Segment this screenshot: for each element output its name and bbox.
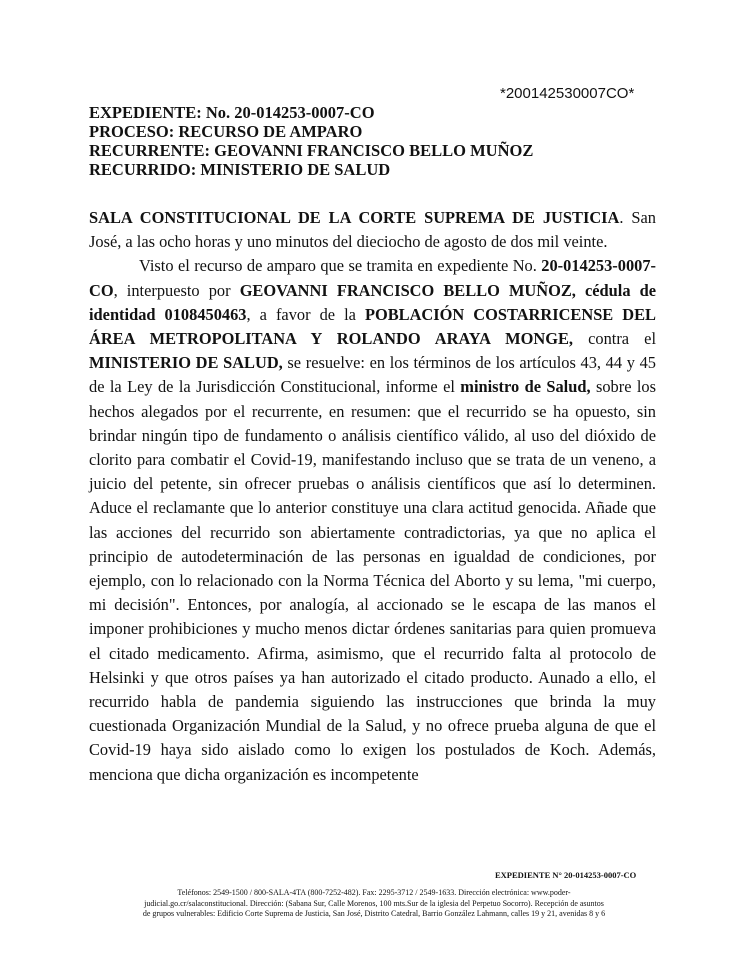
text-run: sobre los hechos alegados por el recurrente, en resumen: que el recurrido se ha opuesto, sin brindar ningún tipo de fundamento o análisis científico válido, al uso del dióxido de clorito para combatir el Covid-19, manifestando incluso que se trata de un veneno, a juicio del petente, sin ofrecer pruebas o análisis científicos que así lo determinen. Aduce el reclamante que lo anterior constituye una clara actitud genocida. Añade que las acciones del recurrido son abiertamente contradictorias, ya que no aplica el principio de autodeterminación de las personas en igualdad de condiciones, por ejemplo, con lo relacionado con la Norma Técnica del Aborto y su lema, "mi cuerpo, mi decisión". Entonces, por analogía, al accionado se le escapa de las manos el imponer prohibiciones y mucho menos dictar órdenes sanitarias para quien promueva el citado medicamento. Afirma, asimismo, que el recurrido falta al protocolo de Helsinki y que otros países ya han autorizado el citado producto. Aunado a ello, el recurrido habla de pandemia siguiendo las instrucciones que brinda la muy cuestionada Organización Mundial de la Salud, y no ofrece prueba alguna de que el Covid-19 haya sido aislado como lo exigen los postulados de Koch. Además, menciona que dicha organización es incompetente bbox=[89, 377, 657, 784]
text-run: Visto el recurso de amparo que se tramita en expediente No. bbox=[139, 256, 542, 276]
text-run: se resuelve: en los términos de los artículos 43, 44 y 45 de la Ley de la Jurisdicción Constitucional, informe el bbox=[89, 353, 656, 397]
barcode-text: *200142530007CO* bbox=[500, 85, 635, 102]
court-name: SALA CONSTITUCIONAL DE LA CORTE SUPREMA DE JUSTICIA bbox=[89, 208, 620, 227]
text-run: , interpuesto por bbox=[113, 280, 240, 300]
respondent-name: MINISTERIO DE SALUD, bbox=[89, 353, 283, 373]
petitioner-name: GEOVANNI FRANCISCO BELLO MUÑOZ, cédula de identidad 0108450463 bbox=[89, 280, 657, 324]
footer-contact bbox=[88, 888, 660, 920]
header-proceso: PROCESO: RECURSO DE AMPARO bbox=[89, 122, 363, 141]
case-number: 20-014253-0007-CO bbox=[89, 256, 656, 300]
footer-line: de grupos vulnerables: Edificio Corte Suprema de Justicia, San José, Distrito Catedral, Barrio González Lahmann, calles 19 y 21, avenidas 8 y 6 bbox=[142, 909, 606, 918]
beneficiaries: POBLACIÓN COSTARRICENSE DEL ÁREA METROPOLITANA Y ROLANDO ARAYA MONGE, bbox=[89, 304, 656, 349]
text-run: , a favor de la bbox=[246, 304, 365, 324]
header-recurrido: RECURRIDO: MINISTERIO DE SALUD bbox=[89, 160, 391, 179]
paragraph-main bbox=[89, 254, 656, 786]
footer-line: judicial.go.cr/salaconstitucional. Dirección: (Sabana Sur, Calle Morenos, 100 mts.Sur de la iglesia del Perpetuo Socorro). Recepción de asuntos bbox=[144, 898, 604, 908]
footer-line: Teléfonos: 2549-1500 / 800-SALA-4TA (800-7252-482). Fax: 2295-3712 / 2549-1633. Dirección electrónica: www.poder- bbox=[177, 888, 571, 897]
header-recurrente: RECURRENTE: GEOVANNI FRANCISCO BELLO MUÑOZ bbox=[89, 141, 534, 160]
footer-expediente: EXPEDIENTE N° 20-014253-0007-CO bbox=[495, 870, 637, 880]
paragraph-court bbox=[89, 206, 656, 254]
minister-name: ministro de Salud, bbox=[460, 377, 591, 397]
court-date: . San José, a las ocho horas y uno minutos del dieciocho de agosto de dos mil veinte. bbox=[89, 208, 656, 252]
resolution-body bbox=[89, 206, 656, 787]
case-header bbox=[89, 103, 533, 179]
text-run: contra el bbox=[573, 329, 656, 349]
header-expediente: EXPEDIENTE: No. 20-014253-0007-CO bbox=[89, 103, 375, 122]
